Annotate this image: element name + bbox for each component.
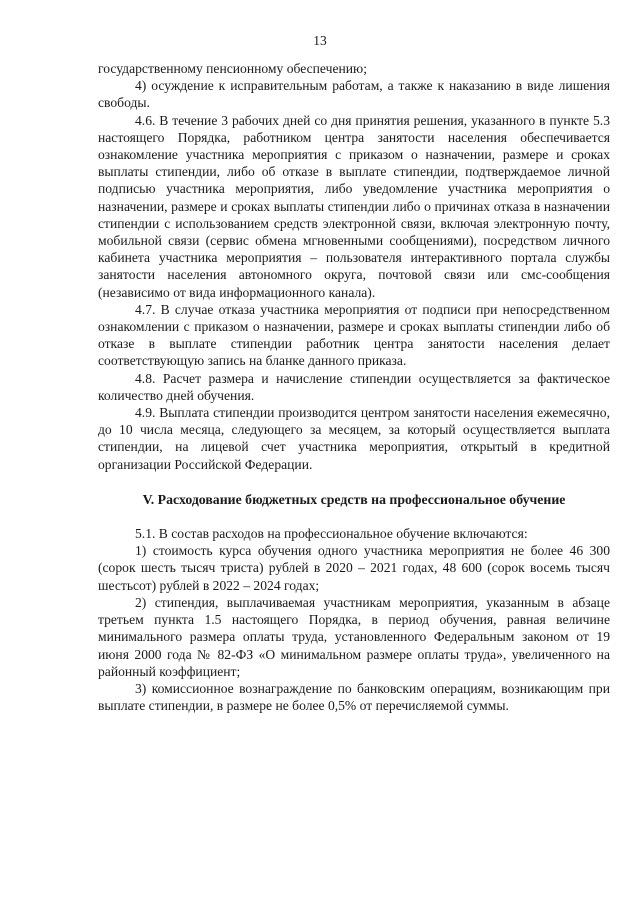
- section-title: V. Расходование бюджетных средств на профессиональное обучение: [142, 491, 566, 507]
- paragraph-subitem-3: 3) комиссионное вознаграждение по банковским операциям, возникающим при выплате стипендии, в размере не более 0,5% от перечисляемой суммы.: [98, 680, 610, 714]
- paragraph-4-8: 4.8. Расчет размера и начисление стипендии осуществляется за фактическое количество дней обучения.: [98, 370, 610, 403]
- paragraph-4-6: 4.6. В течение 3 рабочих дней со дня принятия решения, указанного в пункте 5.3 настоящего Порядка, работником центра занятости населения обеспечивается ознакомление участника мероприятия с приказом о назначении, размере и сроках выплаты стипендии, либо об отказе в выплате стипендии, подтверждаемое личной подписью участника мероприятия, либо уведомление участника мероприятия о назначении, размере и сроках выплаты стипендии либо о причинах отказа в назначении стипендии с использованием средств электронной связи, включая электронную почту, мобильной связи (сервис обмена мгновенными сообщениями), посредством личного кабинета участника мероприятия – пользователя интерактивного портала службы занятости населения автономного округа, почтовой связи или смс-сообщения (независимо от вида информационного канала).: [98, 112, 610, 300]
- paragraph-subitem-1: 1) стоимость курса обучения одного участника мероприятия не более 46 300 (сорок шесть тысяч триста) рублей в 2020 – 2021 годах, 48 600 (сорок восемь тысяч шестьсот) рублей в 2022 – 2024 годах;: [98, 543, 610, 593]
- paragraph-4-7: 4.7. В случае отказа участника мероприятия от подписи при непосредственном ознакомлении с приказом о назначении, размере и сроках выплаты стипендии либо об отказе в выплате стипендии работник центра занятости населения делает соответствующую запись на бланке данного приказа.: [98, 301, 610, 369]
- paragraph-5-1: 5.1. В состав расходов на профессиональное обучение включаются:: [135, 526, 528, 542]
- paragraph-4-9: 4.9. Выплата стипендии производится центром занятости населения ежемесячно, до 10 числа месяца, следующего за месяцем, за который осуществляется выплата стипендии, на лицевой счет участника мероприятия, открытый в кредитной организации Российской Федерации.: [98, 405, 610, 472]
- paragraph-continuation: государственному пенсионному обеспечению;: [98, 61, 367, 76]
- paragraph-subitem-2: 2) стипендия, выплачиваемая участникам мероприятия, указанным в абзаце третьем пункта 1.5 настоящего Порядка, в период обучения, равная величине минимального размера оплаты труда, установленного Федеральным законом от 19 июня 2000 года № 82-ФЗ «О минимальном размере оплаты труда», увеличенного на районный коэффициент;: [98, 594, 610, 679]
- document-body: [98, 60, 610, 714]
- page-number: 13: [313, 33, 327, 48]
- paragraph-item-4: 4) осуждение к исправительным работам, а также к наказанию в виде лишения свободы.: [98, 78, 610, 111]
